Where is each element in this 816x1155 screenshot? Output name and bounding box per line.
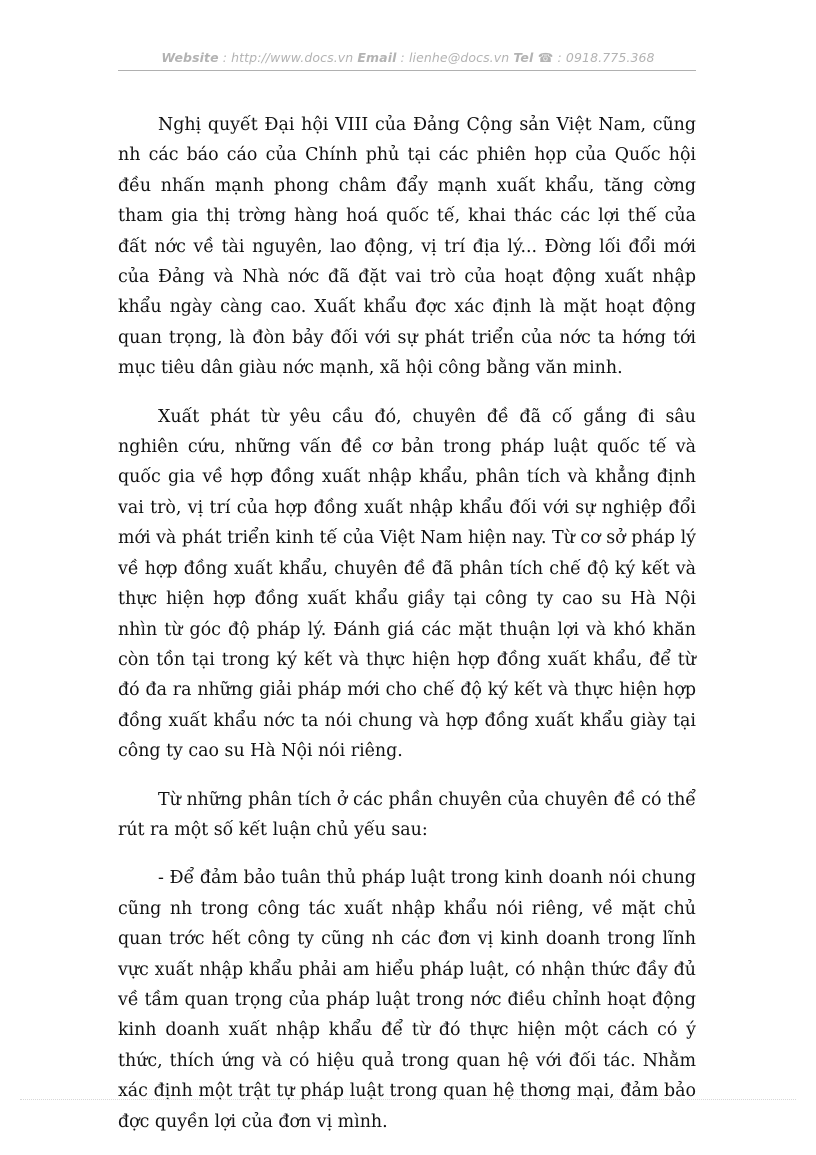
- email-value: : lienhe@docs.vn: [396, 50, 514, 65]
- paragraph-resolution: Nghị quyết Đại hội VIII của Đảng Cộng sản Việt Nam, cũng nh các báo cáo của Chính phủ tại các phiên họp của Quốc hội đều nhấn mạnh phong châm đẩy mạnh xuất khẩu, tăng cờng tham gia thị trờng hàng hoá quốc tế, khai thác các lợi thế của đất nớc về tài nguyên, lao động, vị trí địa lý... Đờng lối đổi mới của Đảng và Nhà nớc đã đặt vai trò của hoạt động xuất nhập khẩu ngày càng cao. Xuất khẩu đợc xác định là mặt hoạt động quan trọng, là đòn bảy đối với sự phát triển của nớc ta hớng tới mục tiêu dân giàu nớc mạnh, xã hội công bằng văn minh.: [118, 115, 696, 379]
- paragraph-conclusions-intro: Từ những phân tích ở các phần chuyên của chuyên đề có thể rút ra một số kết luận chủ yếu sau:: [118, 789, 696, 840]
- page-header: [118, 50, 698, 65]
- tel-value: : 0918.775.368: [553, 50, 655, 65]
- footer-divider: [20, 1099, 796, 1100]
- paragraph-conclusion-1: - Để đảm bảo tuân thủ pháp luật trong kinh doanh nói chung cũng nh trong công tác xuất nhập khẩu nói riêng, về mặt chủ quan trớc hết công ty cũng nh các đơn vị kinh doanh trong lĩnh vực xuất nhập khẩu phải am hiểu pháp luật, có nhận thức đầy đủ về tầm quan trọng của pháp luật trong nớc điều chỉnh hoạt động kinh doanh xuất nhập khẩu để từ đó thực hiện một cách có ý thức, thích ứng và có hiệu quả trong quan hệ với đối tác. Nhằm xác định một trật tự pháp luật trong quan hệ thơng mại, đảm bảo đợc quyền lợi của đơn vị mình.: [118, 868, 696, 1132]
- email-label: Email: [357, 50, 397, 65]
- document-body: [118, 110, 696, 1155]
- tel-label: Tel ☎: [513, 50, 554, 65]
- paragraph-research-scope: Xuất phát từ yêu cầu đó, chuyên đề đã cố gắng đi sâu nghiên cứu, những vấn đề cơ bản trong pháp luật quốc tế và quốc gia về hợp đồng xuất nhập khẩu, phân tích và khẳng định vai trò, vị trí của hợp đồng xuất nhập khẩu đối với sự nghiệp đổi mới và phát triển kinh tế của Việt Nam hiện nay. Từ cơ sở pháp lý về hợp đồng xuất khẩu, chuyên đề đã phân tích chế độ ký kết và thực hiện hợp đồng xuất khẩu giầy tại công ty cao su Hà Nội nhìn từ góc độ pháp lý. Đánh giá các mặt thuận lợi và khó khăn còn tồn tại trong ký kết và thực hiện hợp đồng xuất khẩu, để từ đó đa ra những giải pháp mới cho chế độ ký kết và thực hiện hợp đồng xuất khẩu nớc ta nói chung và hợp đồng xuất khẩu giày tại công ty cao su Hà Nội nói riêng.: [118, 406, 696, 762]
- website-value: : http://www.docs.vn: [218, 50, 358, 65]
- website-label: Website: [161, 50, 219, 65]
- header-divider: [118, 70, 696, 71]
